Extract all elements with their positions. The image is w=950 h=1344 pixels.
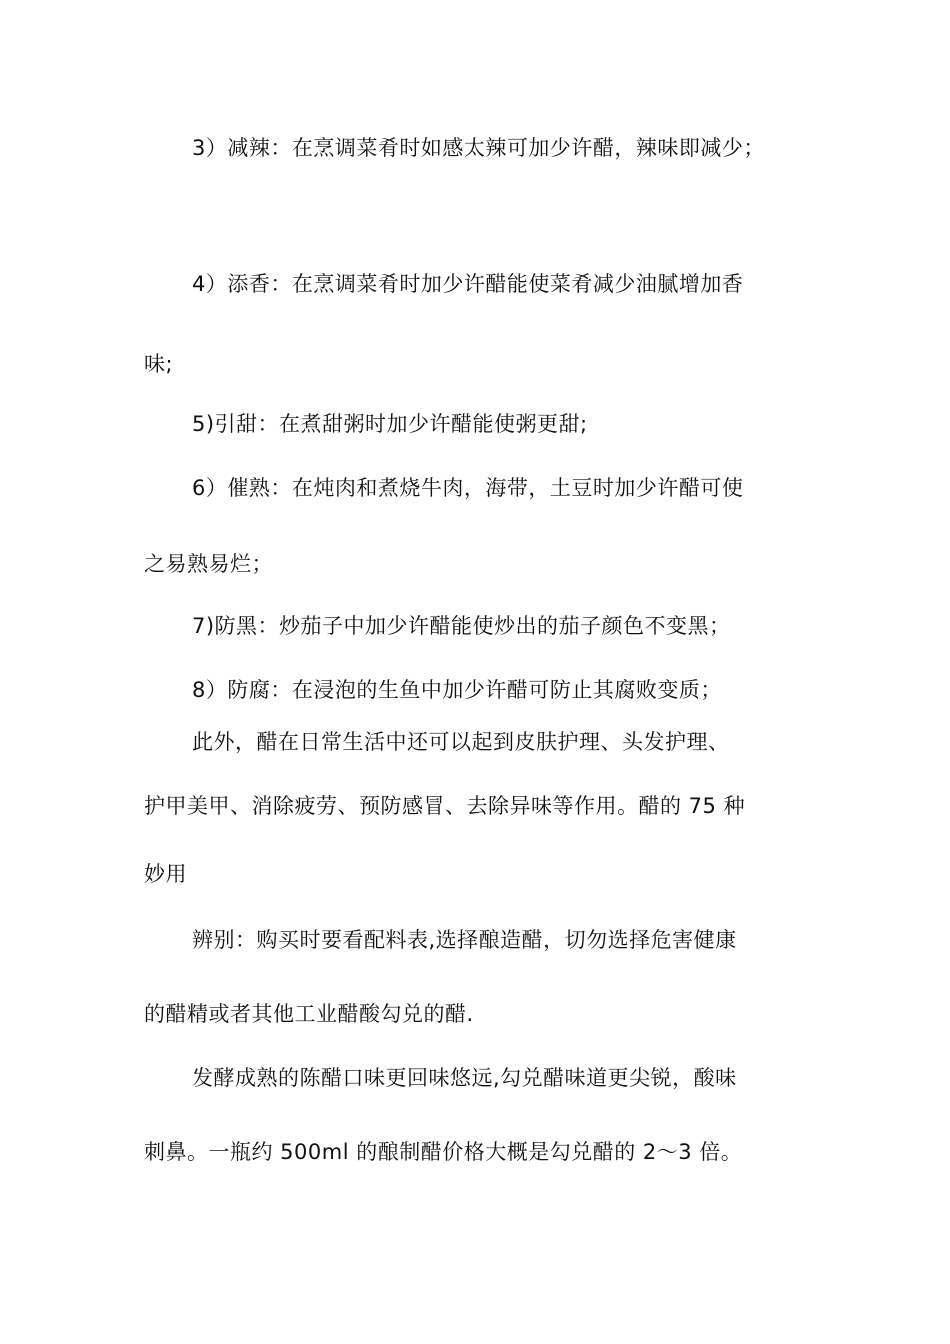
paragraph-other-uses: 此外，醋在日常生活中还可以起到皮肤护理、头发护理、 <box>192 730 730 754</box>
paragraph-other-uses-cont: 护甲美甲、消除疲劳、预防感冒、去除异味等作用。醋的 75 种 <box>144 794 746 818</box>
paragraph-prevent-black: 7)防黑：炒茄子中加少许醋能使炒出的茄子颜色不变黑； <box>192 614 731 638</box>
paragraph-sweeten: 5)引甜：在煮甜粥时加少许醋能使粥更甜; <box>192 412 588 436</box>
paragraph-ripen: 6）催熟：在炖肉和煮烧牛肉，海带，土豆时加少许醋可使 <box>192 476 744 500</box>
paragraph-fermented-cont: 刺鼻。一瓶约 500ml 的酿制醋价格大概是勾兑醋的 2～3 倍。 <box>144 1140 743 1164</box>
paragraph-add-aroma-cont: 味; <box>144 352 174 376</box>
paragraph-reduce-spicy: 3）减辣：在烹调菜肴时如感太辣可加少许醋，辣味即减少； <box>192 136 765 160</box>
paragraph-ripen-cont: 之易熟易烂； <box>144 552 273 576</box>
paragraph-identify-cont: 的醋精或者其他工业醋酸勾兑的醋. <box>144 1002 474 1026</box>
paragraph-fermented: 发酵成熟的陈醋口味更回味悠远,勾兑醋味道更尖锐，酸味 <box>192 1066 737 1090</box>
paragraph-add-aroma: 4）添香：在烹调菜肴时加少许醋能使菜肴减少油腻增加香 <box>192 272 744 296</box>
paragraph-identify: 辨别：购买时要看配料表,选择酿造醋，切勿选择危害健康 <box>192 928 737 952</box>
paragraph-preserve: 8）防腐：在浸泡的生鱼中加少许醋可防止其腐败变质； <box>192 678 722 702</box>
paragraph-other-uses-end: 妙用 <box>144 862 187 886</box>
